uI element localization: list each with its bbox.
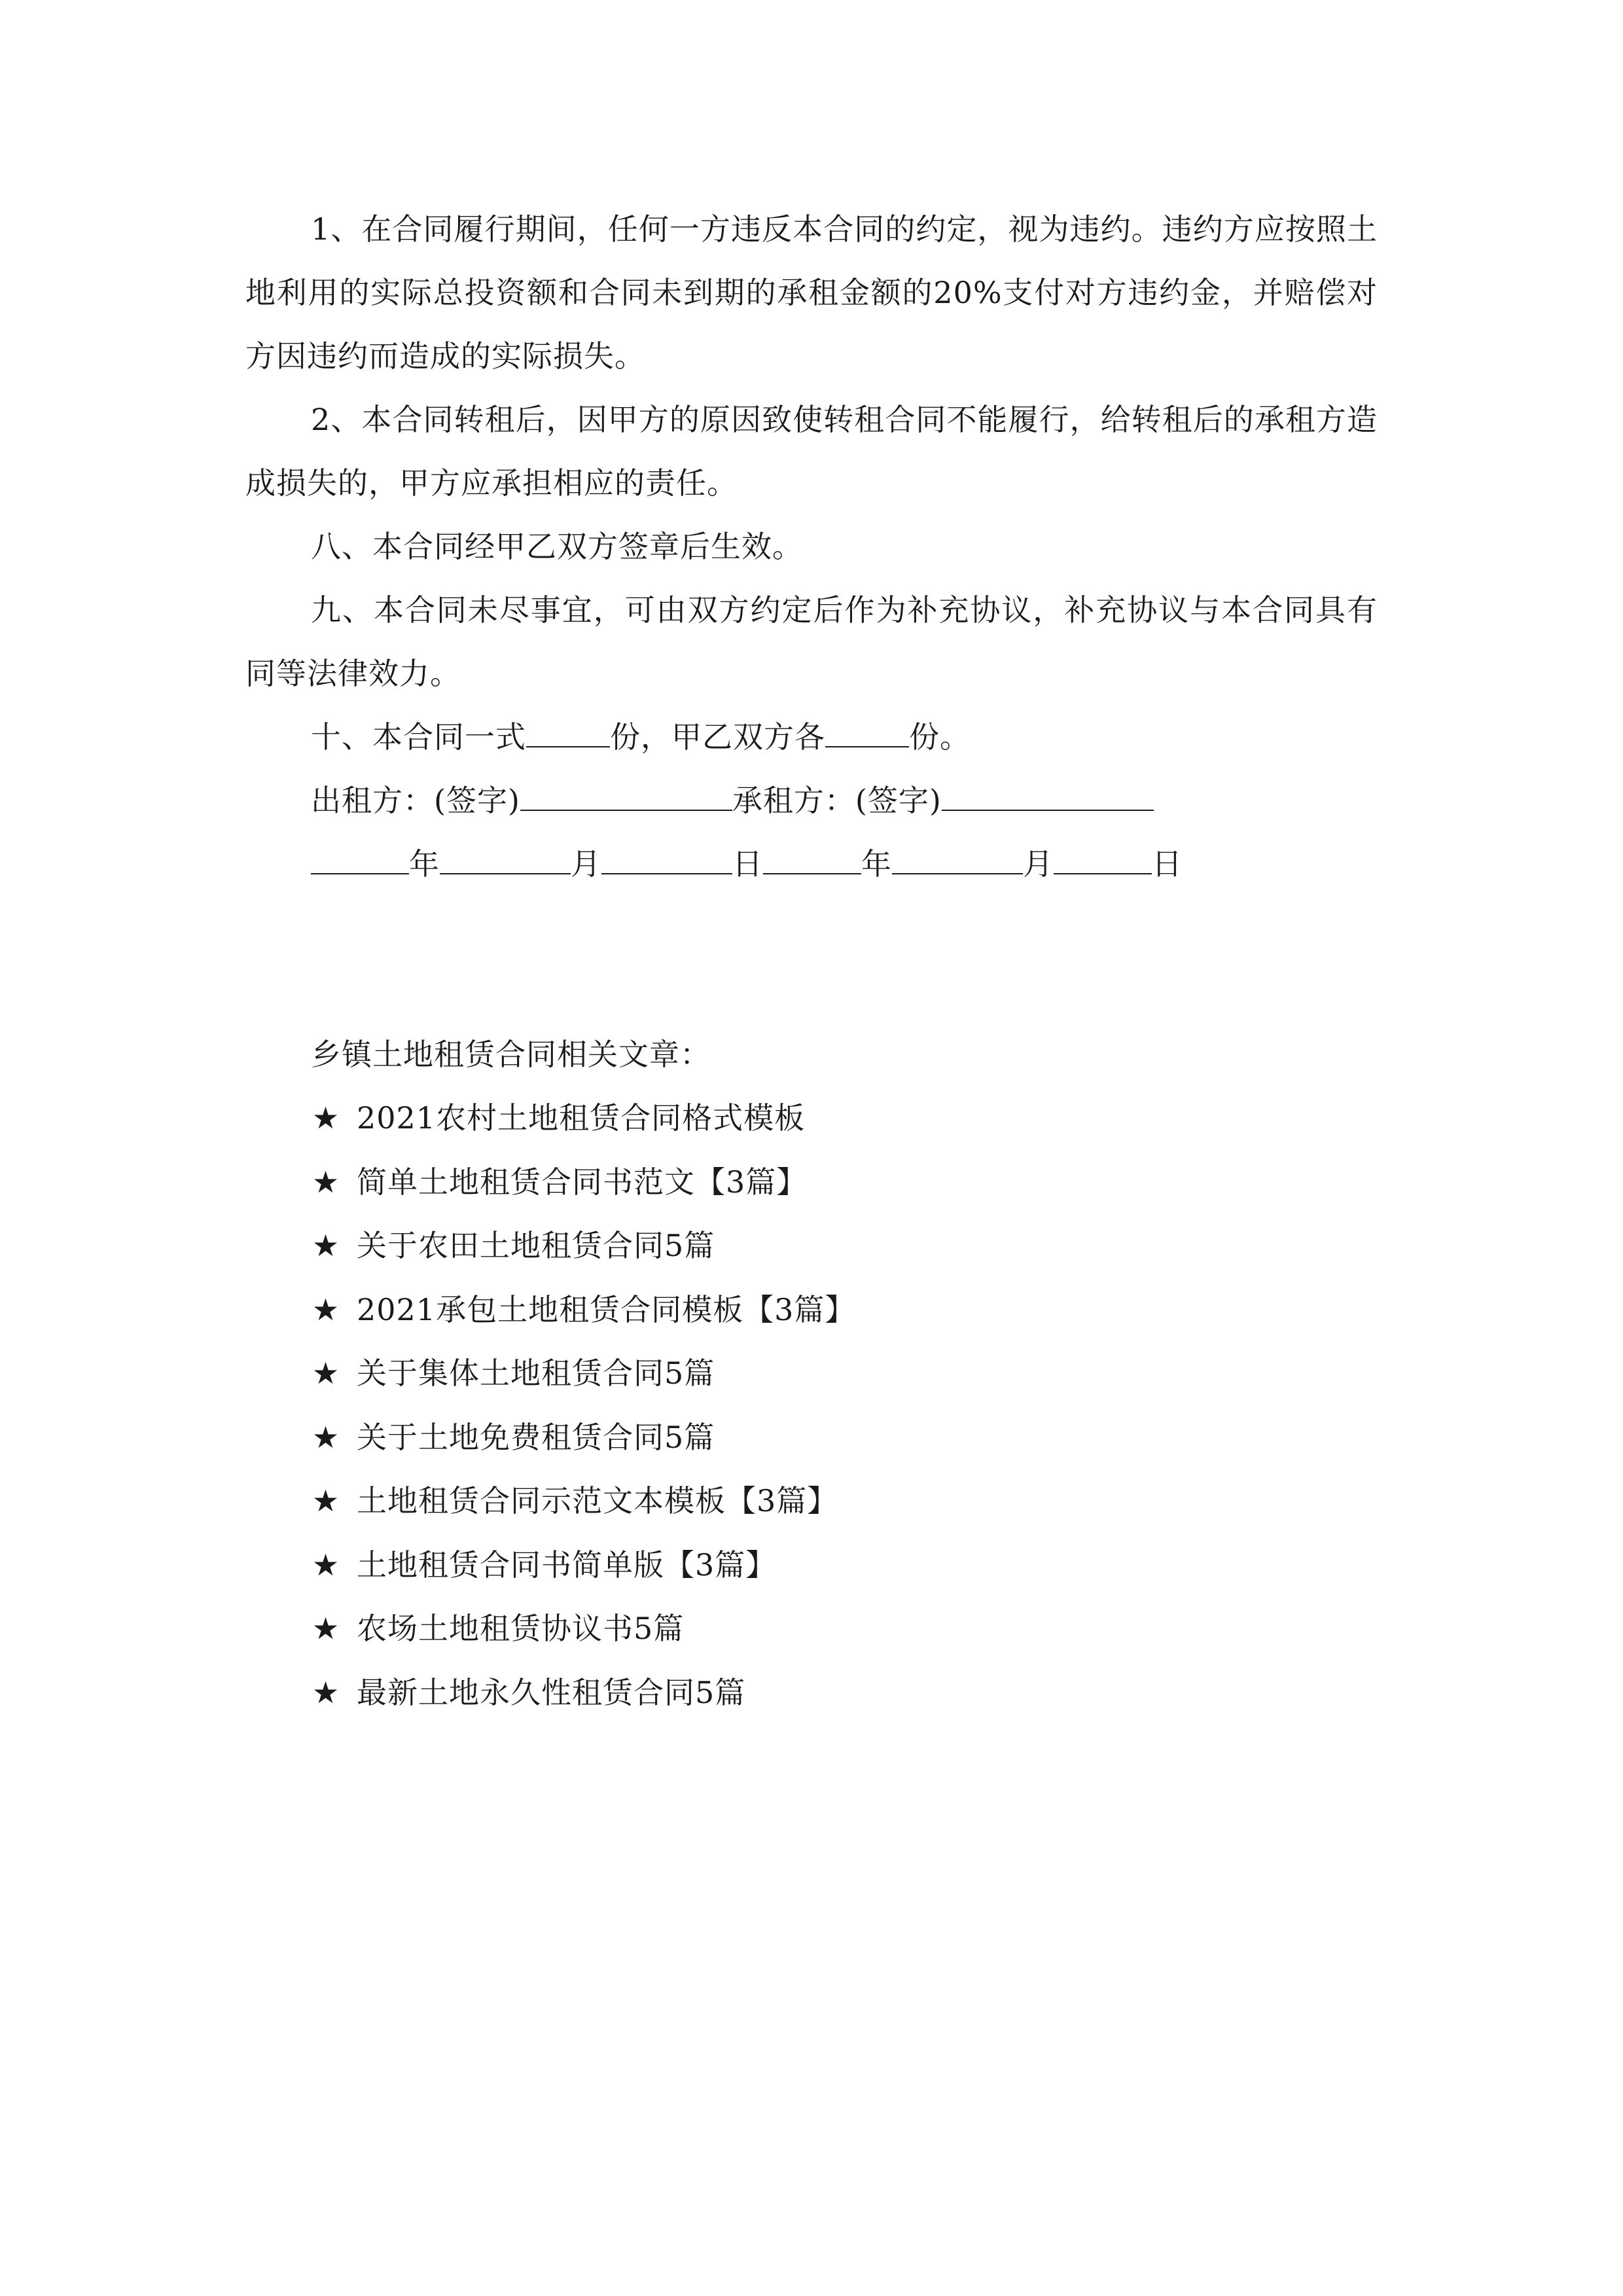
related-article-link[interactable] xyxy=(311,1534,855,1598)
star-icon: ★ xyxy=(312,1419,340,1455)
related-article-title: 简单土地租赁合同书范文【3篇】 xyxy=(357,1164,808,1200)
related-article-link[interactable] xyxy=(311,1278,855,1342)
related-article-title: 农场土地租赁协议书5篇 xyxy=(357,1611,685,1646)
related-articles-title: 乡镇土地租赁合同相关文章： xyxy=(311,1037,711,1072)
year-label: 年 xyxy=(861,846,892,882)
signature-line xyxy=(311,769,1154,833)
lessee-signature-blank xyxy=(942,780,1154,811)
star-icon: ★ xyxy=(312,1100,340,1136)
copies-each-blank xyxy=(825,716,909,747)
copies-line xyxy=(311,706,971,769)
lessee-year-blank xyxy=(763,843,861,874)
star-icon: ★ xyxy=(312,1228,340,1263)
related-article-link[interactable] xyxy=(311,1469,855,1534)
related-article-title: 2021农村土地租赁合同格式模板 xyxy=(357,1100,806,1136)
related-article-title: 最新土地永久性租赁合同5篇 xyxy=(357,1674,746,1710)
related-article-link[interactable] xyxy=(311,1342,855,1406)
related-article-title: 关于农田土地租赁合同5篇 xyxy=(357,1228,715,1263)
star-icon: ★ xyxy=(312,1291,340,1327)
year-label: 年 xyxy=(409,846,440,882)
day-label: 日 xyxy=(1152,846,1183,882)
lessor-month-blank xyxy=(440,843,571,874)
day-label: 日 xyxy=(732,846,763,882)
related-article-link[interactable] xyxy=(311,1151,855,1215)
star-icon: ★ xyxy=(312,1547,340,1583)
related-article-title: 2021承包土地租赁合同模板【3篇】 xyxy=(357,1291,856,1327)
clause-supplement: 九、本合同未尽事宜，可由双方约定后作为补充协议，补充协议与本合同具有同等法律效力。 xyxy=(245,592,1378,691)
clause-breach-penalty: 1、在合同履行期间，任何一方违反本合同的约定，视为违约。违约方应按照土地利用的实际总投资额和合同未到期的承租金额的20%支付对方违约金，并赔偿对方因违约而造成的实际损失。 xyxy=(245,211,1378,374)
related-article-title: 土地租赁合同书简单版【3篇】 xyxy=(357,1547,777,1583)
lessor-day-blank xyxy=(601,843,732,874)
star-icon: ★ xyxy=(312,1164,340,1200)
related-article-title: 关于土地免费租赁合同5篇 xyxy=(357,1419,715,1455)
related-article-title: 关于集体土地租赁合同5篇 xyxy=(357,1355,715,1391)
related-article-title: 土地租赁合同示范文本模板【3篇】 xyxy=(357,1483,838,1518)
copies-prefix: 十、本合同一式 xyxy=(311,719,526,755)
related-article-link[interactable] xyxy=(311,1086,855,1151)
star-icon: ★ xyxy=(312,1674,340,1710)
clause-effective: 八、本合同经甲乙双方签章后生效。 xyxy=(311,529,803,564)
lessor-signature-blank xyxy=(520,780,732,811)
month-label: 月 xyxy=(1023,846,1054,882)
clause-sublease-liability: 2、本合同转租后，因甲方的原因致使转租合同不能履行，给转租后的承租方造成损失的，甲方应承担相应的责任。 xyxy=(245,402,1378,501)
lessee-day-blank xyxy=(1054,843,1152,874)
lessee-label: 承租方：(签字) xyxy=(732,783,942,818)
related-articles-list xyxy=(311,1086,855,1725)
star-icon: ★ xyxy=(312,1355,340,1391)
month-label: 月 xyxy=(571,846,601,882)
related-article-link[interactable] xyxy=(311,1406,855,1470)
star-icon: ★ xyxy=(312,1611,340,1646)
date-line xyxy=(311,833,1183,896)
lessee-month-blank xyxy=(892,843,1023,874)
related-article-link[interactable] xyxy=(311,1661,855,1725)
copies-suffix: 份。 xyxy=(909,719,971,755)
related-article-link[interactable] xyxy=(311,1214,855,1278)
lessor-year-blank xyxy=(311,843,409,874)
star-icon: ★ xyxy=(312,1483,340,1518)
copies-middle: 份，甲乙双方各 xyxy=(610,719,825,755)
related-article-link[interactable] xyxy=(311,1597,855,1661)
copies-total-blank xyxy=(526,716,610,747)
lessor-label: 出租方：(签字) xyxy=(311,783,520,818)
